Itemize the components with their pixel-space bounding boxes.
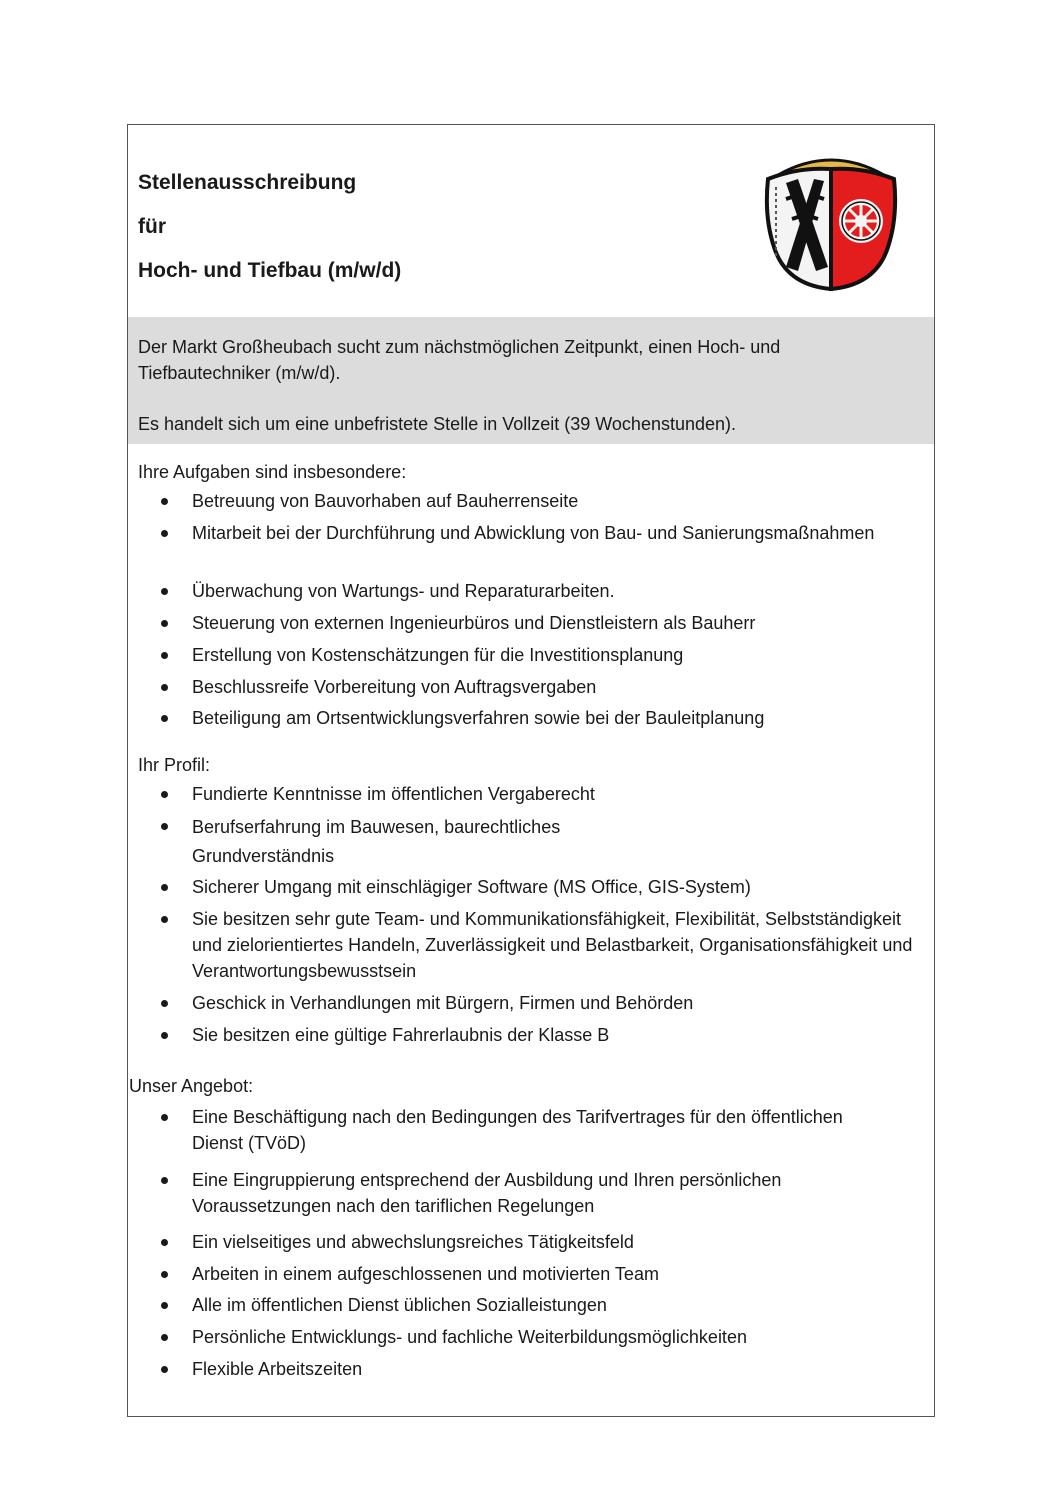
bullet-icon <box>161 916 168 923</box>
list-item <box>192 906 936 984</box>
list-item-text: Ein vielseitiges und abwechslungsreiches Tätigkeitsfeld <box>192 1232 634 1252</box>
list-item-text: Flexible Arbeitszeiten <box>192 1359 363 1379</box>
bullet-icon <box>161 823 168 830</box>
bullet-icon <box>161 1334 168 1341</box>
bullet-icon <box>161 1032 168 1039</box>
bullet-icon <box>161 588 168 595</box>
job-posting-frame <box>127 124 935 1417</box>
bullet-icon <box>161 1000 168 1007</box>
list-item-text: Sie besitzen sehr gute Team- und Kommunikationsfähigkeit, Flexibilität, Selbstständigkeit und zielorientiertes Handeln, Zuverlässigkeit und Belastbarkeit, Organisationsfähigkeit und Verantwortungsbewusstsein <box>192 909 913 981</box>
intro-paragraph-2: Es handelt sich um eine unbefristete Stelle in Vollzeit (39 Wochenstunden). <box>138 414 737 434</box>
list-item <box>192 874 932 900</box>
list-item-text: Fundierte Kenntnisse im öffentlichen Vergaberecht <box>192 784 595 804</box>
list-item <box>192 488 932 514</box>
list-item-text: Geschick in Verhandlungen mit Bürgern, Firmen und Behörden <box>192 993 694 1013</box>
title-line-2: für <box>138 215 166 238</box>
bullet-icon <box>161 1366 168 1373</box>
list-item <box>192 674 932 700</box>
list-item-text: Sie besitzen eine gültige Fahrerlaubnis der Klasse B <box>192 1025 610 1045</box>
bullet-icon <box>161 1302 168 1309</box>
list-item-text: Sicherer Umgang mit einschlägiger Software (MS Office, GIS-System) <box>192 877 751 897</box>
list-item <box>192 1167 892 1219</box>
bullet-icon <box>161 530 168 537</box>
coat-of-arms-icon <box>758 147 904 297</box>
list-item-text: Erstellung von Kostenschätzungen für die Investitionsplanung <box>192 645 684 665</box>
bullet-icon <box>161 791 168 798</box>
bullet-icon <box>161 1177 168 1184</box>
bullet-icon <box>161 1271 168 1278</box>
bullet-icon <box>161 652 168 659</box>
list-item <box>192 813 632 871</box>
list-item-text: Beteiligung am Ortsentwicklungsverfahren sowie bei der Bauleitplanung <box>192 708 765 728</box>
list-item <box>192 781 932 807</box>
list-item <box>192 1261 932 1287</box>
list-item <box>192 1324 932 1350</box>
bullet-icon <box>161 715 168 722</box>
list-item-text: Alle im öffentlichen Dienst üblichen Sozialleistungen <box>192 1295 607 1315</box>
list-item <box>192 705 932 731</box>
list-item <box>192 520 932 546</box>
list-item <box>192 642 932 668</box>
intro-paragraph-1: Der Markt Großheubach sucht zum nächstmöglichen Zeitpunkt, einen Hoch- und Tiefbautechniker (m/w/d). <box>138 337 781 383</box>
list-item-text: Steuerung von externen Ingenieurbüros und Dienstleistern als Bauherr <box>192 613 756 633</box>
list-item-text: Beschlussreife Vorbereitung von Auftragsvergaben <box>192 677 597 697</box>
list-item-text: Mitarbeit bei der Durchführung und Abwicklung von Bau- und Sanierungsmaßnahmen <box>192 523 875 543</box>
list-item-text: Persönliche Entwicklungs- und fachliche Weiterbildungsmöglichkeiten <box>192 1327 747 1347</box>
list-item <box>192 1104 852 1156</box>
list-item <box>192 1022 932 1048</box>
list-item <box>192 578 932 604</box>
list-item <box>192 990 932 1016</box>
title-line-1: Stellenausschreibung <box>138 171 357 194</box>
list-item <box>192 610 932 636</box>
profil-heading: Ihr Profil: <box>138 755 211 775</box>
aufgaben-heading: Ihre Aufgaben sind insbesondere: <box>138 462 407 482</box>
list-item-text: Betreuung von Bauvorhaben auf Bauherrenseite <box>192 491 579 511</box>
angebot-heading: Unser Angebot: <box>129 1076 254 1096</box>
bullet-icon <box>161 884 168 891</box>
list-item <box>192 1356 932 1382</box>
list-item-text: Berufserfahrung im Bauwesen, baurechtliches Grundverständnis <box>192 817 561 866</box>
list-item-text: Eine Beschäftigung nach den Bedingungen des Tarifvertrages für den öffentlichen Dienst (TVöD) <box>192 1107 843 1153</box>
list-item <box>192 1292 932 1318</box>
title-line-3: Hoch- und Tiefbau (m/w/d) <box>138 259 402 282</box>
list-item <box>192 1229 932 1255</box>
bullet-icon <box>161 498 168 505</box>
posting-header <box>128 125 934 317</box>
intro-box <box>128 317 934 444</box>
bullet-icon <box>161 684 168 691</box>
bullet-icon <box>161 620 168 627</box>
list-item-text: Arbeiten in einem aufgeschlossenen und motivierten Team <box>192 1264 659 1284</box>
list-item-text: Überwachung von Wartungs- und Reparaturarbeiten. <box>192 581 615 601</box>
list-item-text: Eine Eingruppierung entsprechend der Ausbildung und Ihren persönlichen Voraussetzungen nach den tariflichen Regelungen <box>192 1170 782 1216</box>
bullet-icon <box>161 1114 168 1121</box>
bullet-icon <box>161 1239 168 1246</box>
